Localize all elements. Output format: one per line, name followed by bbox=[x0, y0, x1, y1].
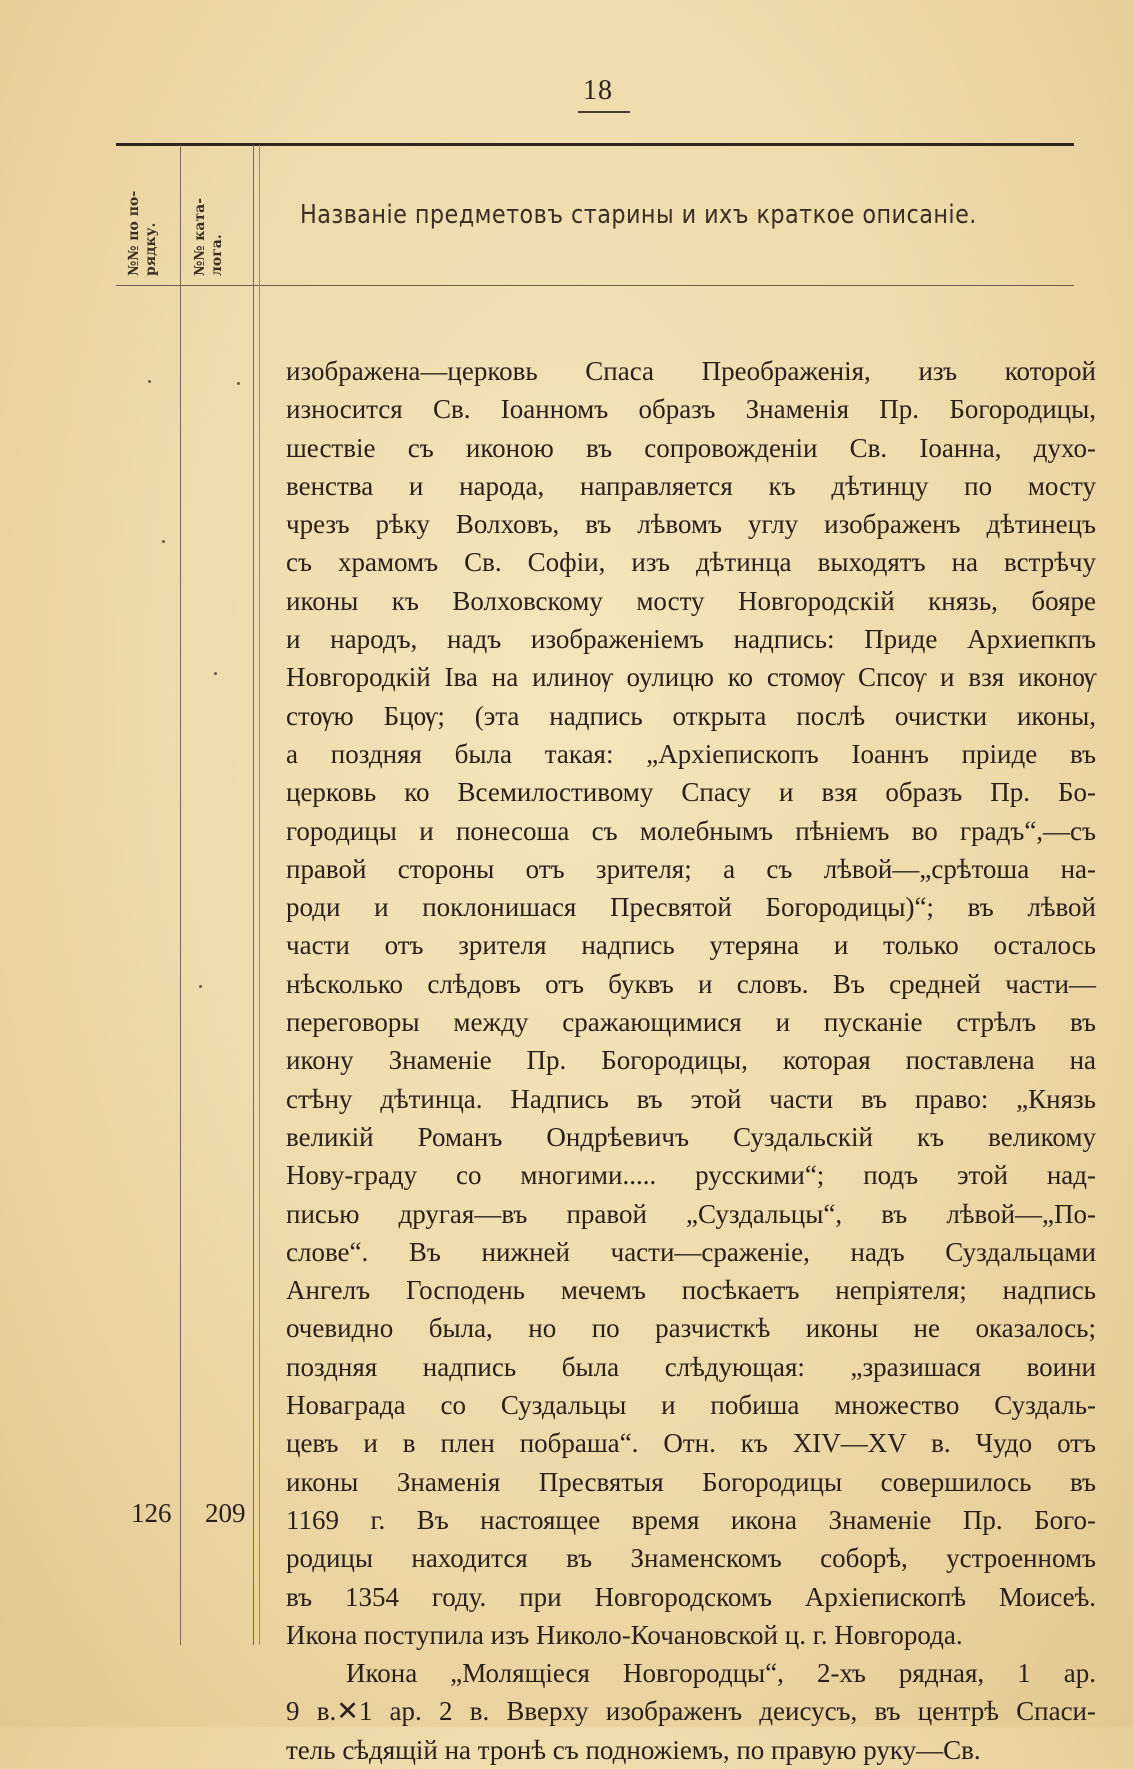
mark-dot bbox=[199, 985, 202, 988]
text-line: тель сѣдящій на тронѣ съ подножіемъ, по правую руку—Св. bbox=[286, 1734, 981, 1765]
text-line: венства и народа, направляется къ дѣтинцу по мосту bbox=[286, 470, 1096, 501]
text-line: великій Романъ Ондрѣевичъ Суздальскій къ великому bbox=[286, 1121, 1096, 1152]
mark-dot bbox=[162, 540, 165, 543]
text-line: шествіе съ иконою въ сопровожденіи Св. Іоанна, духо- bbox=[286, 432, 1096, 463]
text-line: въ 1354 году. при Новгородскомъ Архіепископѣ Моисеѣ. bbox=[286, 1581, 1096, 1612]
text-line: 9 в.✕1 ар. 2 в. Вверху изображенъ деисусъ, въ центрѣ Спаси- bbox=[286, 1696, 1096, 1727]
text-line: Нову-граду со многими..... русскими“; подъ этой над- bbox=[286, 1160, 1096, 1191]
text-line: Новаграда со Суздальцы и побиша множество Суздаль- bbox=[286, 1390, 1096, 1421]
mark-dot bbox=[214, 672, 217, 675]
text-line: съ храмомъ Св. Софіи, изъ дѣтинца выходятъ на встрѣчу bbox=[286, 547, 1096, 578]
text-line: Икона „Молящіеся Новгородцы“, 2-хъ рядная, 1 ар. bbox=[346, 1658, 1096, 1689]
text-line: и народъ, надъ изображеніемъ надпись: Приде Архиепкпъ bbox=[286, 624, 1096, 655]
column-divider-1 bbox=[180, 145, 181, 1645]
text-line: родицы находится въ Знаменскомъ соборѣ, устроенномъ bbox=[286, 1543, 1096, 1574]
text-line: 1169 г. Въ настоящее время икона Знаменіе Пр. Бого- bbox=[286, 1504, 1096, 1535]
text-line: переговоры между сражающимися и пусканіе стрѣлъ въ bbox=[286, 1007, 1096, 1038]
mark-dot bbox=[237, 382, 240, 385]
text-line: писью другая—въ правой „Суздальцы“, въ лѣвой—„По- bbox=[286, 1198, 1096, 1229]
text-line: нѣсколько слѣдовъ отъ буквъ и словъ. Въ средней части— bbox=[286, 968, 1096, 999]
text-line: иконы Знаменія Пресвятыя Богородицы совершилось въ bbox=[286, 1466, 1096, 1497]
mark-dot bbox=[148, 380, 151, 383]
text-line: слове“. Въ нижней части—сраженіе, надъ Суздальцами bbox=[286, 1236, 1096, 1267]
text-line: городицы и понесоша съ молебнымъ пѣніемъ во градъ“,—съ bbox=[286, 815, 1096, 846]
text-line: а поздняя была такая: „Архіепископъ Іоаннъ пріиде въ bbox=[286, 738, 1096, 769]
column-divider-2 bbox=[253, 145, 254, 1645]
text-line: части отъ зрителя надпись утеряна и только осталось bbox=[286, 930, 1096, 961]
page-number: 18 bbox=[583, 75, 613, 106]
text-line: икону Знаменіе Пр. Богородицы, которая поставлена на bbox=[286, 1045, 1096, 1076]
column-divider-3 bbox=[259, 145, 260, 1645]
column-header-catalog-number: №№ ката- лога. bbox=[192, 197, 225, 276]
text-line: износится Св. Іоанномъ образъ Знаменія Пр. Богородицы, bbox=[286, 394, 1096, 425]
text-line: правой стороны отъ зрителя; а съ лѣвой—„срѣтоша на- bbox=[286, 853, 1096, 884]
text-line: стѣну дѣтинца. Надпись въ этой части въ право: „Князь bbox=[286, 1083, 1096, 1114]
text-line: Ангелъ Господень мечемъ посѣкаетъ непріятеля; надпись bbox=[286, 1275, 1096, 1306]
entry-catalog-number: 209 bbox=[205, 1498, 246, 1528]
column-header-order-number: №№ по по- рядку. bbox=[126, 190, 159, 276]
table-header-title: Названіе предметовъ старины и ихъ краткое описаніе. bbox=[300, 200, 977, 230]
text-line: поздняя надпись была слѣдующая: „зразишася воини bbox=[286, 1351, 1096, 1382]
page-number-underline bbox=[578, 111, 630, 113]
text-line: изображена—церковь Спаса Преображенія, изъ которой bbox=[286, 356, 1096, 386]
text-line: цевъ и в плен побраша“. Отн. къ XIV—XV в. Чудо отъ bbox=[286, 1428, 1096, 1459]
text-line: роди и поклонишася Пресвятой Богородицы)“; въ лѣвой bbox=[286, 892, 1096, 923]
description-text bbox=[286, 352, 1096, 1769]
text-line: стѹю Бцѹ; (эта надпись открыта послѣ очистки иконы, bbox=[286, 700, 1096, 731]
text-line: чрезъ рѣку Волховъ, въ лѣвомъ углу изображенъ дѣтинецъ bbox=[286, 509, 1096, 540]
text-line: очевидно была, но по разчисткѣ иконы не оказалось; bbox=[286, 1313, 1096, 1344]
text-line: Икона поступила изъ Николо-Кочановской ц. г. Новгорода. bbox=[286, 1619, 963, 1650]
entry-order-number: 126 bbox=[131, 1498, 172, 1528]
text-line: церковь ко Всемилостивому Спасу и взя образъ Пр. Бо- bbox=[286, 777, 1096, 808]
text-line: Новгородкій Іва на илинѹ оулицю ко стомѹ Спсѹ и взя иконѹ bbox=[286, 662, 1096, 693]
text-line: иконы къ Волховскому мосту Новгородскій князь, бояре bbox=[286, 585, 1096, 616]
